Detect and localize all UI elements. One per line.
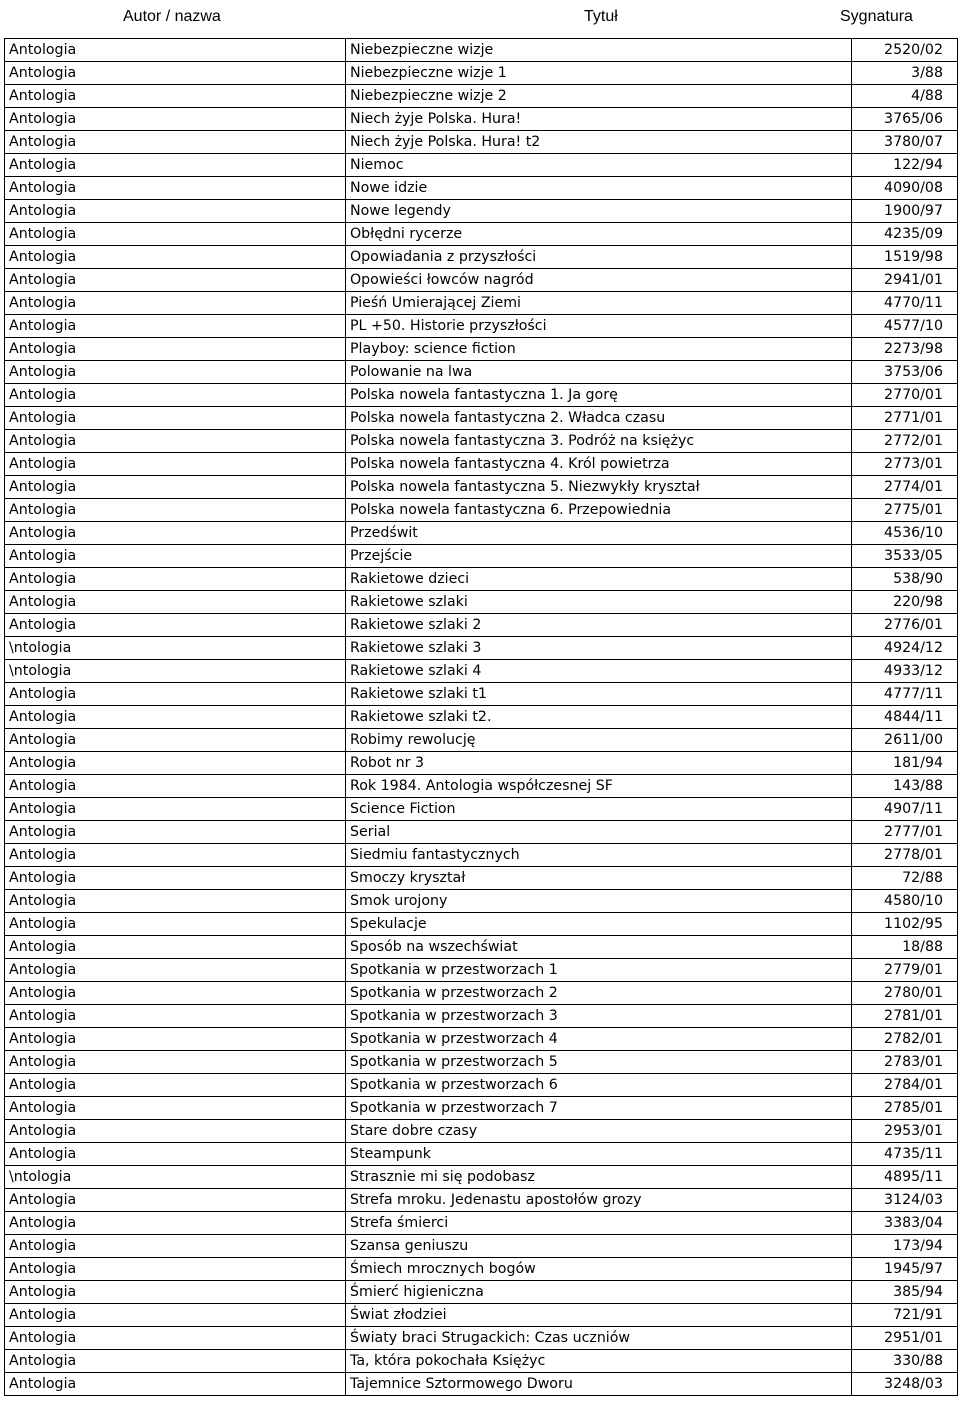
cell-signature: 2777/01 bbox=[852, 821, 958, 844]
table-row bbox=[5, 706, 958, 729]
cell-title: Smoczy kryształ bbox=[346, 867, 852, 890]
cell-signature: 181/94 bbox=[852, 752, 958, 775]
table-row bbox=[5, 269, 958, 292]
cell-author: Antologia bbox=[5, 85, 346, 108]
cell-title: Robot nr 3 bbox=[346, 752, 852, 775]
cell-title: Ta, która pokochała Księżyc bbox=[346, 1350, 852, 1373]
cell-signature: 3765/06 bbox=[852, 108, 958, 131]
table-row bbox=[5, 85, 958, 108]
cell-author: Antologia bbox=[5, 315, 346, 338]
cell-title: Polska nowela fantastyczna 5. Niezwykły kryształ bbox=[346, 476, 852, 499]
cell-title: Smok urojony bbox=[346, 890, 852, 913]
table-row bbox=[5, 154, 958, 177]
cell-signature: 4/88 bbox=[852, 85, 958, 108]
cell-author: Antologia bbox=[5, 683, 346, 706]
cell-signature: 3533/05 bbox=[852, 545, 958, 568]
cell-signature: 2782/01 bbox=[852, 1028, 958, 1051]
table-row bbox=[5, 1258, 958, 1281]
cell-signature: 122/94 bbox=[852, 154, 958, 177]
table-row bbox=[5, 177, 958, 200]
table-row bbox=[5, 522, 958, 545]
cell-signature: 4777/11 bbox=[852, 683, 958, 706]
cell-signature: 3248/03 bbox=[852, 1373, 958, 1396]
cell-title: Opowiadania z przyszłości bbox=[346, 246, 852, 269]
cell-author: Antologia bbox=[5, 1120, 346, 1143]
cell-signature: 2770/01 bbox=[852, 384, 958, 407]
table-row bbox=[5, 1212, 958, 1235]
cell-title: Stare dobre czasy bbox=[346, 1120, 852, 1143]
cell-title: Spotkania w przestworzach 5 bbox=[346, 1051, 852, 1074]
cell-signature: 4907/11 bbox=[852, 798, 958, 821]
table-row bbox=[5, 453, 958, 476]
cell-signature: 4895/11 bbox=[852, 1166, 958, 1189]
table-row bbox=[5, 108, 958, 131]
table-row bbox=[5, 1281, 958, 1304]
cell-title: Nowe legendy bbox=[346, 200, 852, 223]
cell-author: Antologia bbox=[5, 545, 346, 568]
table-row bbox=[5, 959, 958, 982]
cell-title: Sposób na wszechświat bbox=[346, 936, 852, 959]
table-row bbox=[5, 1373, 958, 1396]
cell-title: Niebezpieczne wizje bbox=[346, 39, 852, 62]
cell-author: Antologia bbox=[5, 62, 346, 85]
cell-author: Antologia bbox=[5, 361, 346, 384]
table-row bbox=[5, 246, 958, 269]
cell-title: Rok 1984. Antologia współczesnej SF bbox=[346, 775, 852, 798]
cell-title: Polska nowela fantastyczna 6. Przepowiednia bbox=[346, 499, 852, 522]
cell-signature: 2785/01 bbox=[852, 1097, 958, 1120]
table-row bbox=[5, 430, 958, 453]
cell-signature: 1519/98 bbox=[852, 246, 958, 269]
cell-author: Antologia bbox=[5, 1281, 346, 1304]
cell-signature: 72/88 bbox=[852, 867, 958, 890]
cell-signature: 2784/01 bbox=[852, 1074, 958, 1097]
cell-title: Strasznie mi się podobasz bbox=[346, 1166, 852, 1189]
cell-signature: 4577/10 bbox=[852, 315, 958, 338]
cell-title: Rakietowe dzieci bbox=[346, 568, 852, 591]
cell-author: Antologia bbox=[5, 844, 346, 867]
table-row bbox=[5, 476, 958, 499]
cell-title: Science Fiction bbox=[346, 798, 852, 821]
table-row bbox=[5, 545, 958, 568]
cell-signature: 220/98 bbox=[852, 591, 958, 614]
cell-signature: 2779/01 bbox=[852, 959, 958, 982]
cell-signature: 2941/01 bbox=[852, 269, 958, 292]
cell-title: Opowieści łowców nagród bbox=[346, 269, 852, 292]
cell-title: Światy braci Strugackich: Czas uczniów bbox=[346, 1327, 852, 1350]
cell-author: Antologia bbox=[5, 1212, 346, 1235]
table-row bbox=[5, 660, 958, 683]
table-header bbox=[0, 0, 960, 34]
cell-title: Strefa mroku. Jedenastu apostołów grozy bbox=[346, 1189, 852, 1212]
table-row bbox=[5, 223, 958, 246]
cell-signature: 2951/01 bbox=[852, 1327, 958, 1350]
cell-signature: 143/88 bbox=[852, 775, 958, 798]
table-row bbox=[5, 890, 958, 913]
cell-title: Niebezpieczne wizje 2 bbox=[346, 85, 852, 108]
cell-author: Antologia bbox=[5, 453, 346, 476]
cell-author: Antologia bbox=[5, 1051, 346, 1074]
cell-author: Antologia bbox=[5, 1235, 346, 1258]
cell-title: Playboy: science fiction bbox=[346, 338, 852, 361]
cell-author: Antologia bbox=[5, 407, 346, 430]
cell-title: Spotkania w przestworzach 4 bbox=[346, 1028, 852, 1051]
table-row bbox=[5, 844, 958, 867]
cell-title: Robimy rewolucję bbox=[346, 729, 852, 752]
cell-author: Antologia bbox=[5, 338, 346, 361]
cell-author: Antologia bbox=[5, 1028, 346, 1051]
table-row bbox=[5, 936, 958, 959]
table-row bbox=[5, 683, 958, 706]
cell-title: Pieśń Umierającej Ziemi bbox=[346, 292, 852, 315]
cell-title: Spotkania w przestworzach 7 bbox=[346, 1097, 852, 1120]
cell-author: Antologia bbox=[5, 108, 346, 131]
cell-title: Polska nowela fantastyczna 4. Król powietrza bbox=[346, 453, 852, 476]
cell-signature: 385/94 bbox=[852, 1281, 958, 1304]
cell-signature: 2771/01 bbox=[852, 407, 958, 430]
cell-title: Strefa śmierci bbox=[346, 1212, 852, 1235]
cell-signature: 3383/04 bbox=[852, 1212, 958, 1235]
cell-author: Antologia bbox=[5, 1304, 346, 1327]
cell-author: Antologia bbox=[5, 1350, 346, 1373]
cell-author: Antologia bbox=[5, 867, 346, 890]
cell-author: Antologia bbox=[5, 729, 346, 752]
cell-author: Antologia bbox=[5, 177, 346, 200]
cell-title: Polska nowela fantastyczna 3. Podróż na księżyc bbox=[346, 430, 852, 453]
cell-title: Niech żyje Polska. Hura! bbox=[346, 108, 852, 131]
table-row bbox=[5, 1074, 958, 1097]
table-row bbox=[5, 338, 958, 361]
catalog-table-body bbox=[5, 39, 958, 1396]
cell-title: Przedświt bbox=[346, 522, 852, 545]
cell-signature: 3/88 bbox=[852, 62, 958, 85]
cell-signature: 4235/09 bbox=[852, 223, 958, 246]
cell-title: Rakietowe szlaki 3 bbox=[346, 637, 852, 660]
cell-title: Szansa geniuszu bbox=[346, 1235, 852, 1258]
cell-signature: 2780/01 bbox=[852, 982, 958, 1005]
table-row bbox=[5, 1051, 958, 1074]
cell-title: Rakietowe szlaki 2 bbox=[346, 614, 852, 637]
cell-author: Antologia bbox=[5, 591, 346, 614]
cell-title: PL +50. Historie przyszłości bbox=[346, 315, 852, 338]
cell-author: Antologia bbox=[5, 1074, 346, 1097]
table-row bbox=[5, 913, 958, 936]
table-row bbox=[5, 292, 958, 315]
cell-signature: 330/88 bbox=[852, 1350, 958, 1373]
table-row bbox=[5, 775, 958, 798]
cell-author: Antologia bbox=[5, 890, 346, 913]
cell-signature: 18/88 bbox=[852, 936, 958, 959]
cell-signature: 3780/07 bbox=[852, 131, 958, 154]
cell-author: Antologia bbox=[5, 39, 346, 62]
cell-title: Niech żyje Polska. Hura! t2 bbox=[346, 131, 852, 154]
table-row bbox=[5, 982, 958, 1005]
cell-signature: 1900/97 bbox=[852, 200, 958, 223]
cell-author: Antologia bbox=[5, 476, 346, 499]
cell-signature: 3124/03 bbox=[852, 1189, 958, 1212]
cell-title: Rakietowe szlaki 4 bbox=[346, 660, 852, 683]
column-header-signature: Sygnatura bbox=[840, 8, 913, 25]
table-row bbox=[5, 1235, 958, 1258]
cell-author: Antologia bbox=[5, 798, 346, 821]
table-row bbox=[5, 1120, 958, 1143]
cell-title: Świat złodziei bbox=[346, 1304, 852, 1327]
cell-author: Antologia bbox=[5, 936, 346, 959]
cell-author: Antologia bbox=[5, 752, 346, 775]
catalog-table bbox=[4, 38, 958, 1396]
cell-title: Przejście bbox=[346, 545, 852, 568]
cell-author: Antologia bbox=[5, 1143, 346, 1166]
cell-title: Rakietowe szlaki t1 bbox=[346, 683, 852, 706]
table-row bbox=[5, 1097, 958, 1120]
cell-signature: 2783/01 bbox=[852, 1051, 958, 1074]
cell-signature: 4844/11 bbox=[852, 706, 958, 729]
cell-signature: 2953/01 bbox=[852, 1120, 958, 1143]
table-row bbox=[5, 1350, 958, 1373]
cell-author: Antologia bbox=[5, 614, 346, 637]
cell-title: Niemoc bbox=[346, 154, 852, 177]
table-row bbox=[5, 568, 958, 591]
cell-title: Polska nowela fantastyczna 1. Ja gorę bbox=[346, 384, 852, 407]
cell-author: Antologia bbox=[5, 430, 346, 453]
cell-author: Antologia bbox=[5, 1327, 346, 1350]
cell-title: Śmiech mrocznych bogów bbox=[346, 1258, 852, 1281]
cell-author: Antologia bbox=[5, 269, 346, 292]
cell-author: Antologia bbox=[5, 522, 346, 545]
table-row bbox=[5, 499, 958, 522]
cell-author: Antologia bbox=[5, 1097, 346, 1120]
table-row bbox=[5, 591, 958, 614]
column-header-title: Tytuł bbox=[584, 8, 618, 25]
table-row bbox=[5, 1327, 958, 1350]
cell-author: Antologia bbox=[5, 1258, 346, 1281]
cell-title: Rakietowe szlaki t2. bbox=[346, 706, 852, 729]
cell-author: Antologia bbox=[5, 1005, 346, 1028]
cell-author: \ntologia bbox=[5, 637, 346, 660]
cell-title: Obłędni rycerze bbox=[346, 223, 852, 246]
cell-author: Antologia bbox=[5, 706, 346, 729]
table-row bbox=[5, 1005, 958, 1028]
cell-title: Nowe idzie bbox=[346, 177, 852, 200]
table-row bbox=[5, 1143, 958, 1166]
cell-signature: 4770/11 bbox=[852, 292, 958, 315]
cell-author: Antologia bbox=[5, 568, 346, 591]
cell-title: Serial bbox=[346, 821, 852, 844]
cell-signature: 4933/12 bbox=[852, 660, 958, 683]
cell-title: Tajemnice Sztormowego Dworu bbox=[346, 1373, 852, 1396]
cell-title: Spekulacje bbox=[346, 913, 852, 936]
table-row bbox=[5, 384, 958, 407]
cell-author: Antologia bbox=[5, 1189, 346, 1212]
cell-signature: 4924/12 bbox=[852, 637, 958, 660]
cell-signature: 3753/06 bbox=[852, 361, 958, 384]
table-row bbox=[5, 1166, 958, 1189]
table-row bbox=[5, 752, 958, 775]
table-row bbox=[5, 1189, 958, 1212]
table-row bbox=[5, 798, 958, 821]
cell-signature: 1945/97 bbox=[852, 1258, 958, 1281]
cell-title: Polska nowela fantastyczna 2. Władca czasu bbox=[346, 407, 852, 430]
table-row bbox=[5, 131, 958, 154]
table-row bbox=[5, 407, 958, 430]
cell-signature: 2778/01 bbox=[852, 844, 958, 867]
cell-signature: 173/94 bbox=[852, 1235, 958, 1258]
cell-author: Antologia bbox=[5, 154, 346, 177]
cell-author: Antologia bbox=[5, 131, 346, 154]
table-row bbox=[5, 315, 958, 338]
cell-signature: 4090/08 bbox=[852, 177, 958, 200]
cell-author: \ntologia bbox=[5, 1166, 346, 1189]
cell-signature: 2273/98 bbox=[852, 338, 958, 361]
cell-author: Antologia bbox=[5, 200, 346, 223]
cell-signature: 2611/00 bbox=[852, 729, 958, 752]
cell-signature: 2776/01 bbox=[852, 614, 958, 637]
cell-title: Spotkania w przestworzach 3 bbox=[346, 1005, 852, 1028]
cell-author: Antologia bbox=[5, 384, 346, 407]
cell-signature: 2773/01 bbox=[852, 453, 958, 476]
cell-author: Antologia bbox=[5, 821, 346, 844]
cell-author: Antologia bbox=[5, 499, 346, 522]
cell-signature: 2781/01 bbox=[852, 1005, 958, 1028]
cell-signature: 4580/10 bbox=[852, 890, 958, 913]
cell-title: Polowanie na lwa bbox=[346, 361, 852, 384]
cell-title: Spotkania w przestworzach 6 bbox=[346, 1074, 852, 1097]
cell-signature: 4536/10 bbox=[852, 522, 958, 545]
table-row bbox=[5, 614, 958, 637]
cell-signature: 4735/11 bbox=[852, 1143, 958, 1166]
cell-title: Niebezpieczne wizje 1 bbox=[346, 62, 852, 85]
cell-author: Antologia bbox=[5, 1373, 346, 1396]
cell-title: Siedmiu fantastycznych bbox=[346, 844, 852, 867]
cell-author: Antologia bbox=[5, 223, 346, 246]
table-row bbox=[5, 867, 958, 890]
cell-signature: 538/90 bbox=[852, 568, 958, 591]
cell-signature: 2520/02 bbox=[852, 39, 958, 62]
cell-author: Antologia bbox=[5, 913, 346, 936]
cell-signature: 721/91 bbox=[852, 1304, 958, 1327]
cell-author: Antologia bbox=[5, 959, 346, 982]
cell-signature: 1102/95 bbox=[852, 913, 958, 936]
table-row bbox=[5, 729, 958, 752]
cell-author: Antologia bbox=[5, 982, 346, 1005]
cell-author: Antologia bbox=[5, 292, 346, 315]
column-header-author: Autor / nazwa bbox=[123, 8, 221, 25]
cell-author: \ntologia bbox=[5, 660, 346, 683]
table-row bbox=[5, 1028, 958, 1051]
cell-signature: 2774/01 bbox=[852, 476, 958, 499]
table-row bbox=[5, 1304, 958, 1327]
table-row bbox=[5, 821, 958, 844]
table-row bbox=[5, 361, 958, 384]
cell-title: Steampunk bbox=[346, 1143, 852, 1166]
cell-title: Śmierć higieniczna bbox=[346, 1281, 852, 1304]
cell-signature: 2772/01 bbox=[852, 430, 958, 453]
cell-title: Spotkania w przestworzach 1 bbox=[346, 959, 852, 982]
table-row bbox=[5, 39, 958, 62]
cell-author: Antologia bbox=[5, 246, 346, 269]
table-row bbox=[5, 200, 958, 223]
cell-title: Rakietowe szlaki bbox=[346, 591, 852, 614]
table-row bbox=[5, 62, 958, 85]
cell-signature: 2775/01 bbox=[852, 499, 958, 522]
cell-author: Antologia bbox=[5, 775, 346, 798]
cell-title: Spotkania w przestworzach 2 bbox=[346, 982, 852, 1005]
table-row bbox=[5, 637, 958, 660]
